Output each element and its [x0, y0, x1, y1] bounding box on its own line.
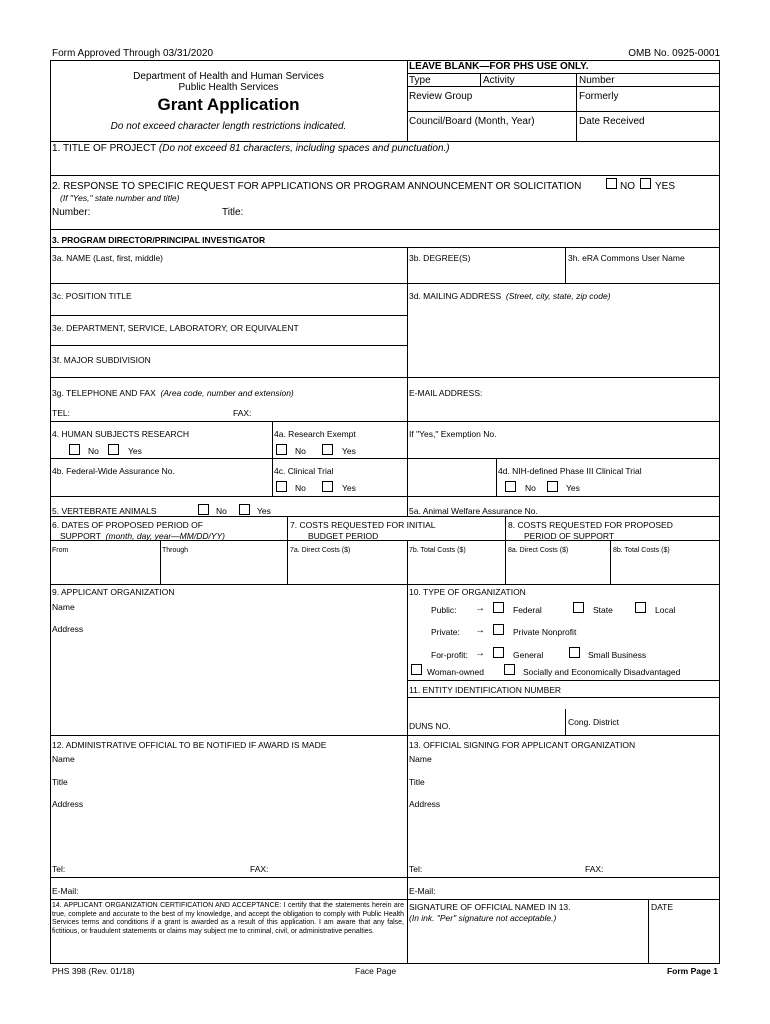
- org-type-label: 10. TYPE OF ORGANIZATION: [409, 587, 526, 597]
- admin-fax-label: FAX:: [250, 864, 269, 874]
- period-costs-line1: 8. COSTS REQUESTED FOR PROPOSED: [508, 520, 673, 530]
- nih-phase-no-label: No: [525, 483, 536, 493]
- vertebrate-yes-checkbox[interactable]: [239, 504, 250, 515]
- small-business-label: Small Business: [588, 650, 647, 660]
- duns-label: DUNS NO.: [409, 721, 451, 731]
- entity-id-label: 11. ENTITY IDENTIFICATION NUMBER: [409, 685, 562, 695]
- certification-text: 14. APPLICANT ORGANIZATION CERTIFICATION AND ACCEPTANCE: I certify that the statements herein are true, complete and accurate to the best of my knowledge, and accept the obligation to comply with Public Health Services terms and conditions if a grant is awarded as a result of this application. I am aware that any false, fictitious, or fraudulent statements or claims may subject me to criminal, civil, or administrative penalties.: [52, 902, 404, 935]
- rfa-no-label: NO: [620, 181, 635, 192]
- face-page-label: Face Page: [355, 966, 397, 976]
- phs-use-heading: LEAVE BLANK—FOR PHS USE ONLY.: [409, 61, 589, 72]
- state-checkbox[interactable]: [573, 602, 584, 613]
- initial-costs-line2: BUDGET PERIOD: [308, 531, 379, 541]
- private-nonprofit-checkbox[interactable]: [493, 624, 504, 635]
- nih-phase-label: 4d. NIH-defined Phase III Clinical Trial: [498, 466, 642, 476]
- pi-name-label: 3a. NAME (Last, first, middle): [52, 253, 164, 263]
- clinical-trial-no-label: No: [295, 483, 306, 493]
- vertebrate-no-checkbox[interactable]: [198, 504, 209, 515]
- rfa-title-label: Title:: [222, 207, 244, 218]
- period-total-costs-label: 8b. Total Costs ($): [613, 547, 670, 554]
- human-subjects-yes-label: Yes: [128, 446, 142, 456]
- general-label: General: [513, 650, 544, 660]
- signing-fax-label: FAX:: [585, 864, 604, 874]
- service-name: Public Health Services: [178, 82, 279, 93]
- research-exempt-yes-label: Yes: [342, 446, 356, 456]
- form-id: PHS 398 (Rev. 01/18): [52, 966, 135, 976]
- page-title: Grant Application: [157, 95, 300, 114]
- rfa-yes-checkbox[interactable]: [640, 178, 651, 189]
- pi-era-label: 3h. eRA Commons User Name: [568, 253, 685, 263]
- signing-name-label: Name: [409, 754, 432, 764]
- public-arrow-icon: →: [475, 603, 485, 614]
- pi-email-label: E-MAIL ADDRESS:: [409, 388, 483, 398]
- forprofit-arrow-icon: →: [475, 648, 485, 659]
- org-public-label: Public:: [431, 605, 457, 615]
- dates-through-label: Through: [162, 547, 189, 554]
- phs-formerly: Formerly: [579, 91, 619, 102]
- state-label: State: [593, 605, 613, 615]
- woman-owned-label: Woman-owned: [427, 667, 485, 677]
- form-approved-text: Form Approved Through 03/31/2020: [52, 48, 214, 59]
- federal-checkbox[interactable]: [493, 602, 504, 613]
- phs-date-received: Date Received: [579, 116, 645, 127]
- federal-label: Federal: [513, 605, 542, 615]
- rfa-number-field[interactable]: [95, 205, 220, 219]
- phs-activity: Activity: [483, 75, 515, 86]
- signing-address-label: Address: [409, 799, 441, 809]
- human-subjects-label: 4. HUMAN SUBJECTS RESEARCH: [52, 429, 189, 439]
- period-direct-costs-label: 8a. Direct Costs ($): [508, 547, 569, 554]
- form-page-label: Form Page 1: [666, 966, 718, 976]
- pi-heading: 3. PROGRAM DIRECTOR/PRINCIPAL INVESTIGATOR: [52, 235, 266, 245]
- private-arrow-icon: →: [475, 625, 485, 636]
- applicant-org-label: 9. APPLICANT ORGANIZATION: [52, 587, 175, 597]
- nih-phase-yes-checkbox[interactable]: [547, 481, 558, 492]
- pi-degree-label: 3b. DEGREE(S): [409, 253, 471, 263]
- research-exempt-label: 4a. Research Exempt: [274, 429, 356, 439]
- human-subjects-no-label: No: [88, 446, 99, 456]
- phs-type: Type: [409, 75, 431, 86]
- vertebrate-no-label: No: [216, 506, 227, 516]
- rfa-yes-label: YES: [655, 181, 676, 192]
- phs-council: Council/Board (Month, Year): [409, 116, 535, 127]
- phs-review-group: Review Group: [409, 91, 473, 102]
- cong-district-label: Cong. District: [568, 717, 620, 727]
- dates-from-label: From: [52, 547, 69, 554]
- local-label: Local: [655, 605, 676, 615]
- woman-owned-checkbox[interactable]: [411, 664, 422, 675]
- rfa-response-label: 2. RESPONSE TO SPECIFIC REQUEST FOR APPLICATIONS OR PROGRAM ANNOUNCEMENT OR SOLICITATION: [52, 181, 582, 192]
- research-exempt-yes-checkbox[interactable]: [322, 444, 333, 455]
- research-exempt-no-checkbox[interactable]: [276, 444, 287, 455]
- human-subjects-yes-checkbox[interactable]: [108, 444, 119, 455]
- project-title-field[interactable]: [50, 155, 720, 175]
- org-forprofit-label: For-profit:: [431, 650, 468, 660]
- pi-position-label: 3c. POSITION TITLE: [52, 291, 132, 301]
- general-checkbox[interactable]: [493, 647, 504, 658]
- pi-department-label: 3e. DEPARTMENT, SERVICE, LABORATORY, OR EQUIVALENT: [52, 323, 299, 333]
- initial-costs-line1: 7. COSTS REQUESTED FOR INITIAL: [290, 520, 436, 530]
- admin-address-label: Address: [52, 799, 84, 809]
- dates-label-line1: 6. DATES OF PROPOSED PERIOD OF: [52, 520, 203, 530]
- rfa-note: (If "Yes," state number and title): [60, 193, 180, 203]
- clinical-trial-no-checkbox[interactable]: [276, 481, 287, 492]
- fwa-label: 4b. Federal-Wide Assurance No.: [52, 466, 175, 476]
- disadvantaged-checkbox[interactable]: [504, 664, 515, 675]
- initial-direct-costs-label: 7a. Direct Costs ($): [290, 547, 351, 554]
- disadvantaged-label: Socially and Economically Disadvantaged: [523, 667, 681, 677]
- length-restriction-note: Do not exceed character length restrictions indicated.: [110, 121, 347, 132]
- rfa-number-label: Number:: [52, 207, 91, 218]
- clinical-trial-yes-label: Yes: [342, 483, 356, 493]
- signing-tel-label: Tel:: [409, 864, 423, 874]
- local-checkbox[interactable]: [635, 602, 646, 613]
- small-business-checkbox[interactable]: [569, 647, 580, 658]
- rfa-title-field[interactable]: [250, 205, 715, 219]
- signature-label: SIGNATURE OF OFFICIAL NAMED IN 13.: [409, 902, 571, 912]
- signing-email-label: E-Mail:: [409, 886, 436, 896]
- research-exempt-no-label: No: [295, 446, 306, 456]
- clinical-trial-yes-checkbox[interactable]: [322, 481, 333, 492]
- nih-phase-no-checkbox[interactable]: [505, 481, 516, 492]
- dates-label-line2: SUPPORT (month, day, year—MM/DD/YY): [60, 531, 226, 541]
- pi-tel-label: TEL:: [52, 408, 70, 418]
- signature-note: (In ink. "Per" signature not acceptable.): [409, 913, 557, 923]
- applicant-org-name-label: Name: [52, 602, 75, 612]
- pi-fax-label: FAX:: [233, 408, 252, 418]
- private-nonprofit-label: Private Nonprofit: [513, 627, 577, 637]
- signing-title-label: Title: [409, 777, 425, 787]
- pi-mailing-label: 3d. MAILING ADDRESS (Street, city, state, zip code): [409, 291, 611, 301]
- nih-phase-yes-label: Yes: [566, 483, 580, 493]
- phs-number: Number: [579, 75, 615, 86]
- admin-tel-label: Tel:: [52, 864, 66, 874]
- vertebrate-yes-label: Yes: [257, 506, 271, 516]
- department-name: Department of Health and Human Services: [133, 71, 324, 82]
- signing-official-label: 13. OFFICIAL SIGNING FOR APPLICANT ORGANIZATION: [409, 740, 636, 750]
- project-title-label: 1. TITLE OF PROJECT (Do not exceed 81 characters, including spaces and punctuation.): [52, 143, 450, 154]
- human-subjects-no-checkbox[interactable]: [69, 444, 80, 455]
- admin-name-label: Name: [52, 754, 75, 764]
- pi-telephone-label: 3g. TELEPHONE AND FAX (Area code, number and extension): [52, 388, 294, 398]
- exemption-no-label: If "Yes," Exemption No.: [409, 429, 497, 439]
- clinical-trial-label: 4c. Clinical Trial: [274, 466, 334, 476]
- pi-subdivision-label: 3f. MAJOR SUBDIVISION: [52, 355, 151, 365]
- period-costs-line2: PERIOD OF SUPPORT: [524, 531, 615, 541]
- org-private-label: Private:: [431, 627, 460, 637]
- vertebrate-animals-label: 5. VERTEBRATE ANIMALS: [52, 506, 157, 516]
- rfa-no-checkbox[interactable]: [606, 178, 617, 189]
- admin-official-label: 12. ADMINISTRATIVE OFFICIAL TO BE NOTIFIED IF AWARD IS MADE: [52, 740, 327, 750]
- date-label: DATE: [651, 902, 674, 912]
- animal-welfare-label: 5a. Animal Welfare Assurance No.: [409, 506, 538, 516]
- omb-number: OMB No. 0925-0001: [628, 48, 720, 59]
- applicant-org-address-label: Address: [52, 624, 84, 634]
- initial-total-costs-label: 7b. Total Costs ($): [409, 547, 466, 554]
- admin-title-label: Title: [52, 777, 68, 787]
- signature-field[interactable]: [408, 925, 648, 963]
- admin-email-label: E-Mail:: [52, 886, 79, 896]
